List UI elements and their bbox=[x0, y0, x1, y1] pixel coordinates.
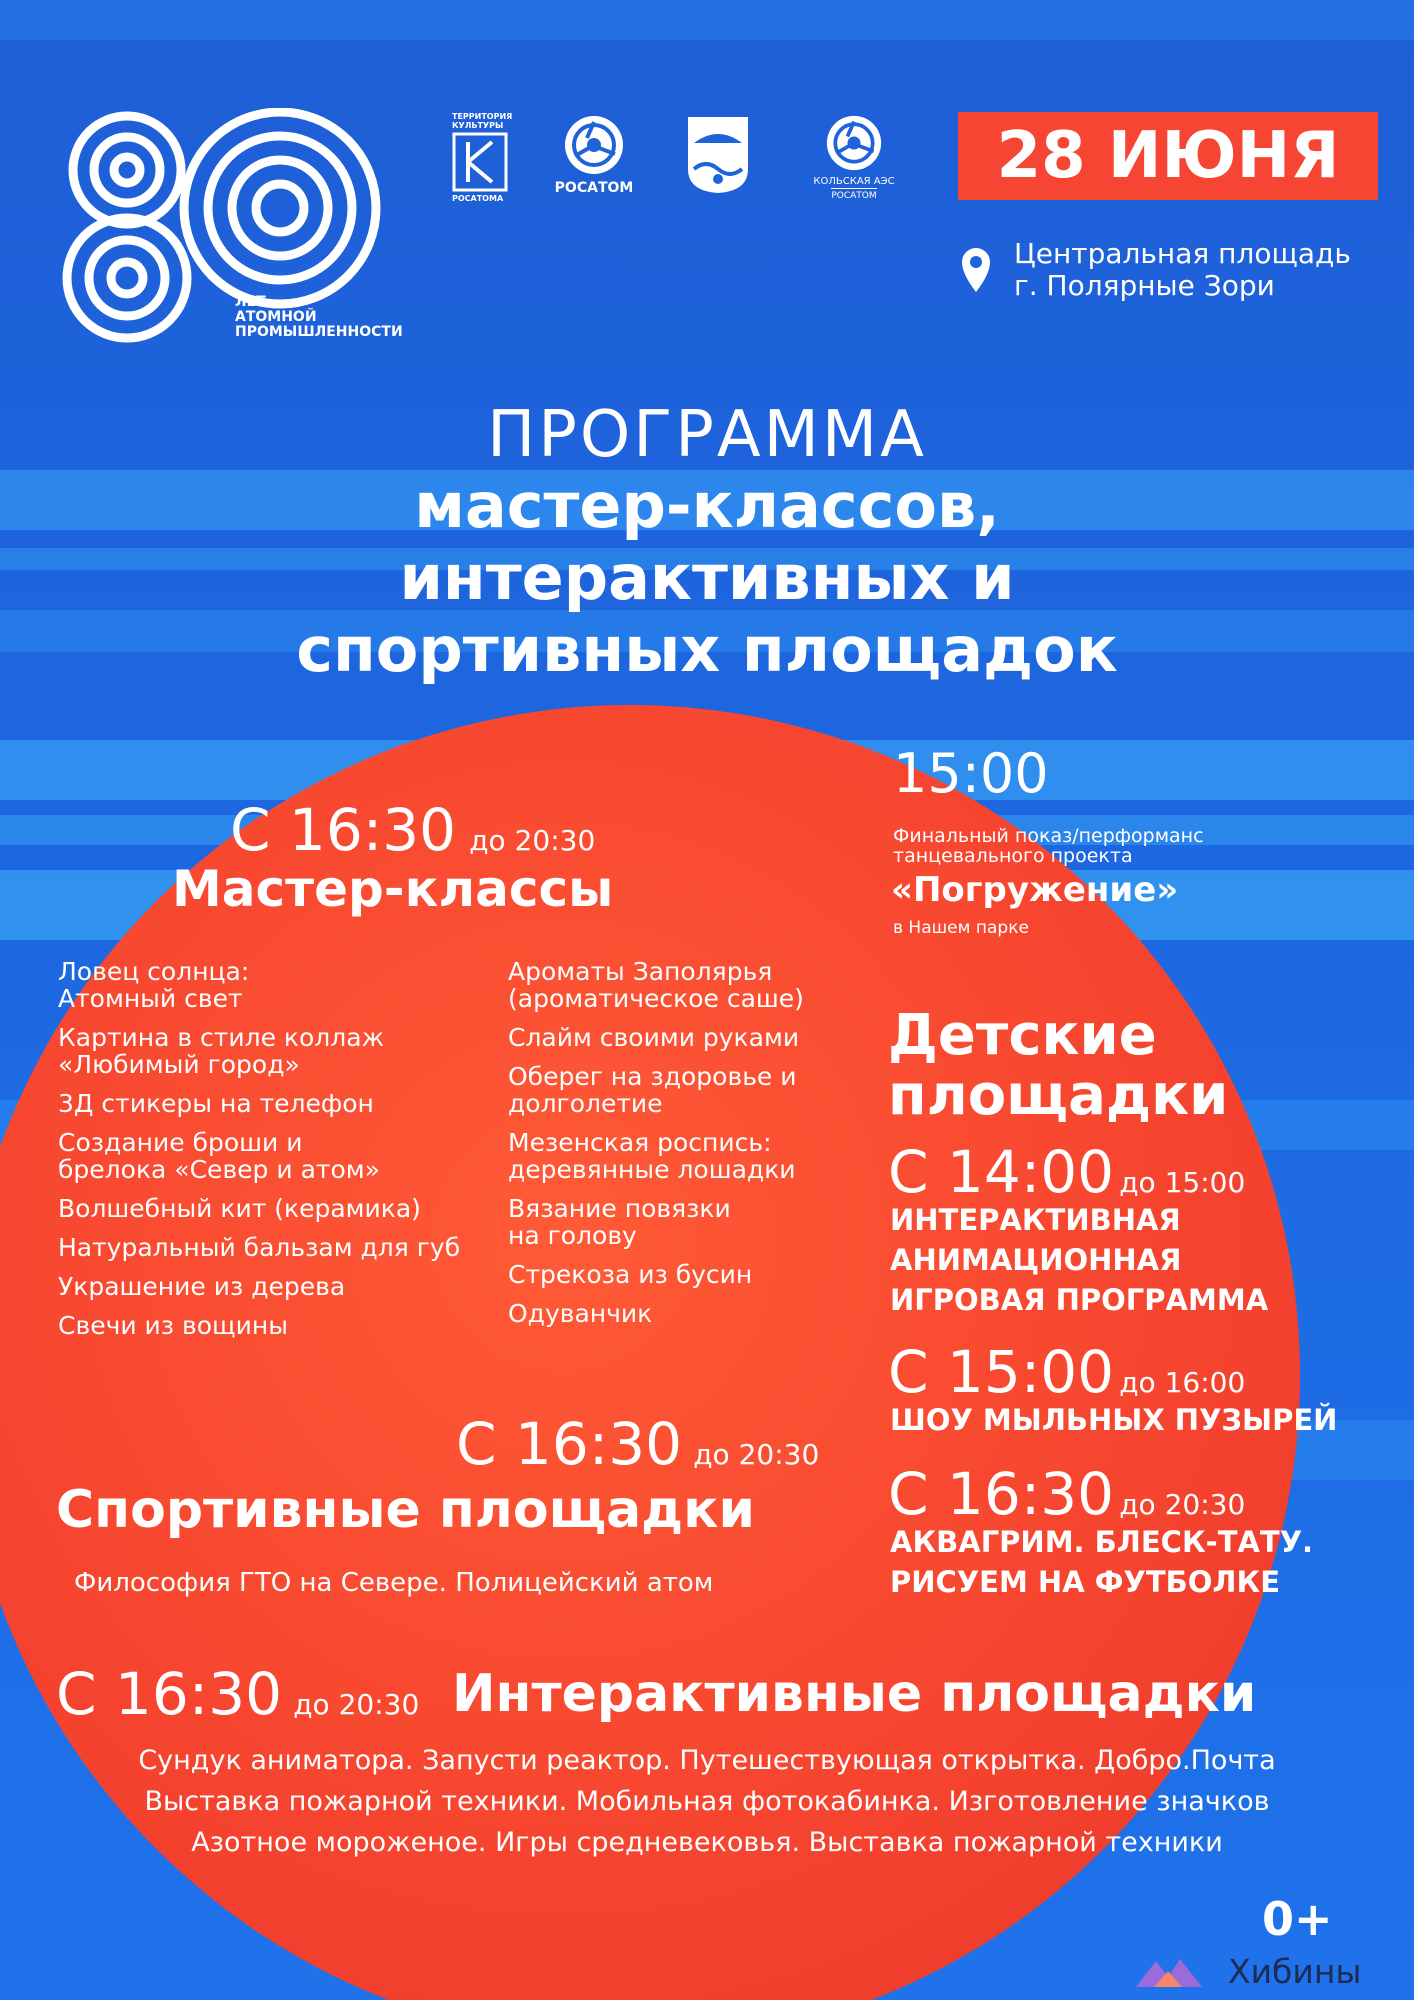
final-show-time: 15:00 bbox=[893, 742, 1049, 805]
location: Центральная площадь г. Полярные Зори bbox=[1014, 237, 1351, 302]
list-item: Натуральный бальзам для губ bbox=[58, 1233, 461, 1262]
rosatom-atom-icon bbox=[563, 114, 625, 176]
list-item: Ароматы Заполярья (ароматическое саше) bbox=[508, 957, 804, 1013]
list-item: Украшение из дерева bbox=[58, 1272, 346, 1301]
interactive-time: С 16:30 до 20:30 bbox=[56, 1660, 420, 1728]
list-item: Мезенская роспись: деревянные лошадки bbox=[508, 1128, 796, 1184]
list-item: Вязание повязки на голову bbox=[508, 1194, 731, 1250]
masterclasses-title: Мастер-классы bbox=[172, 860, 614, 918]
kids-title: Детские площадки bbox=[888, 1003, 1229, 1128]
list-item: Одуванчик bbox=[508, 1299, 653, 1328]
list-item: Картина в стиле коллаж «Любимый город» bbox=[58, 1023, 385, 1079]
kola-npp-logo: КОЛЬСКАЯ АЭС РОСАТОМ bbox=[794, 114, 914, 202]
kids-activity-1: ИНТЕРАКТИВНАЯ АНИМАЦИОННАЯ ИГРОВАЯ ПРОГРАММА bbox=[890, 1203, 1269, 1317]
kids-time-1: С 14:00 до 15:00 bbox=[888, 1138, 1246, 1206]
logo-caption: ЛЕТ АТОМНОЙ ПРОМЫШЛЕННОСТИ bbox=[235, 294, 403, 340]
masterclasses-list-right bbox=[508, 958, 804, 1339]
age-rating: 0+ bbox=[1262, 1892, 1333, 1946]
kids-activity-3: АКВАГРИМ. БЛЕСК-ТАТУ. РИСУЕМ НА ФУТБОЛКЕ bbox=[890, 1525, 1314, 1599]
city-coat-of-arms-icon bbox=[684, 113, 752, 195]
event-date: 28 ИЮНЯ bbox=[996, 119, 1340, 193]
kids-time-2: С 15:00 до 16:00 bbox=[888, 1338, 1246, 1406]
sport-description: Философия ГТО на Севере. Полицейский атом bbox=[74, 1568, 714, 1598]
final-show-description: Финальный показ/перформанс танцевального проекта bbox=[893, 825, 1204, 867]
list-item: Волшебный кит (керамика) bbox=[58, 1194, 421, 1223]
watermark-text: Хибины bbox=[1228, 1952, 1362, 1991]
list-item: Ловец солнца: Атомный свет bbox=[58, 957, 250, 1013]
final-show-name: «Погружение» bbox=[891, 870, 1179, 910]
sport-time: С 16:30 до 20:30 bbox=[456, 1410, 820, 1478]
kids-activity-2: ШОУ МЫЛЬНЫХ ПУЗЫРЕЙ bbox=[890, 1403, 1338, 1437]
interactive-title: Интерактивные площадки bbox=[452, 1664, 1257, 1724]
list-item: Слайм своими руками bbox=[508, 1023, 800, 1052]
territory-k-icon bbox=[452, 132, 508, 192]
list-item: Стрекоза из бусин bbox=[508, 1260, 753, 1289]
mountains-icon bbox=[1134, 1955, 1204, 1989]
territory-culture-logo: ТЕРРИТОРИЯ КУЛЬТУРЫ РОСАТОМА bbox=[452, 112, 513, 203]
interactive-list: Сундук аниматора. Запусти реактор. Путешествующая открытка. Добро.Почта Выставка пожарной техники. Мобильная фотокабинка. Изготовление значков Азотное мороженое. Игры средневековья. Выставка пожарной техники bbox=[138, 1745, 1276, 1858]
location-pin-icon bbox=[958, 244, 994, 294]
list-item: Свечи из вощины bbox=[58, 1311, 288, 1340]
list-item: Создание броши и брелока «Север и атом» bbox=[58, 1128, 380, 1184]
sport-title: Спортивные площадки bbox=[56, 1480, 755, 1540]
heading-subtitle: мастер-классов, интерактивных и спортивных площадок bbox=[296, 469, 1118, 686]
kola-atom-icon bbox=[825, 114, 883, 172]
rosatom-logo: РОСАТОМ bbox=[548, 114, 640, 196]
list-item: Оберег на здоровье и долголетие bbox=[508, 1062, 797, 1118]
heading-program: ПРОГРАММА bbox=[487, 398, 927, 472]
masterclasses-time: С 16:30 до 20:30 bbox=[230, 796, 596, 864]
final-show-place: в Нашем парке bbox=[893, 918, 1029, 938]
kids-time-3: С 16:30 до 20:30 bbox=[888, 1460, 1246, 1528]
masterclasses-list-left bbox=[58, 958, 460, 1351]
list-item: 3Д стикеры на телефон bbox=[58, 1089, 374, 1118]
